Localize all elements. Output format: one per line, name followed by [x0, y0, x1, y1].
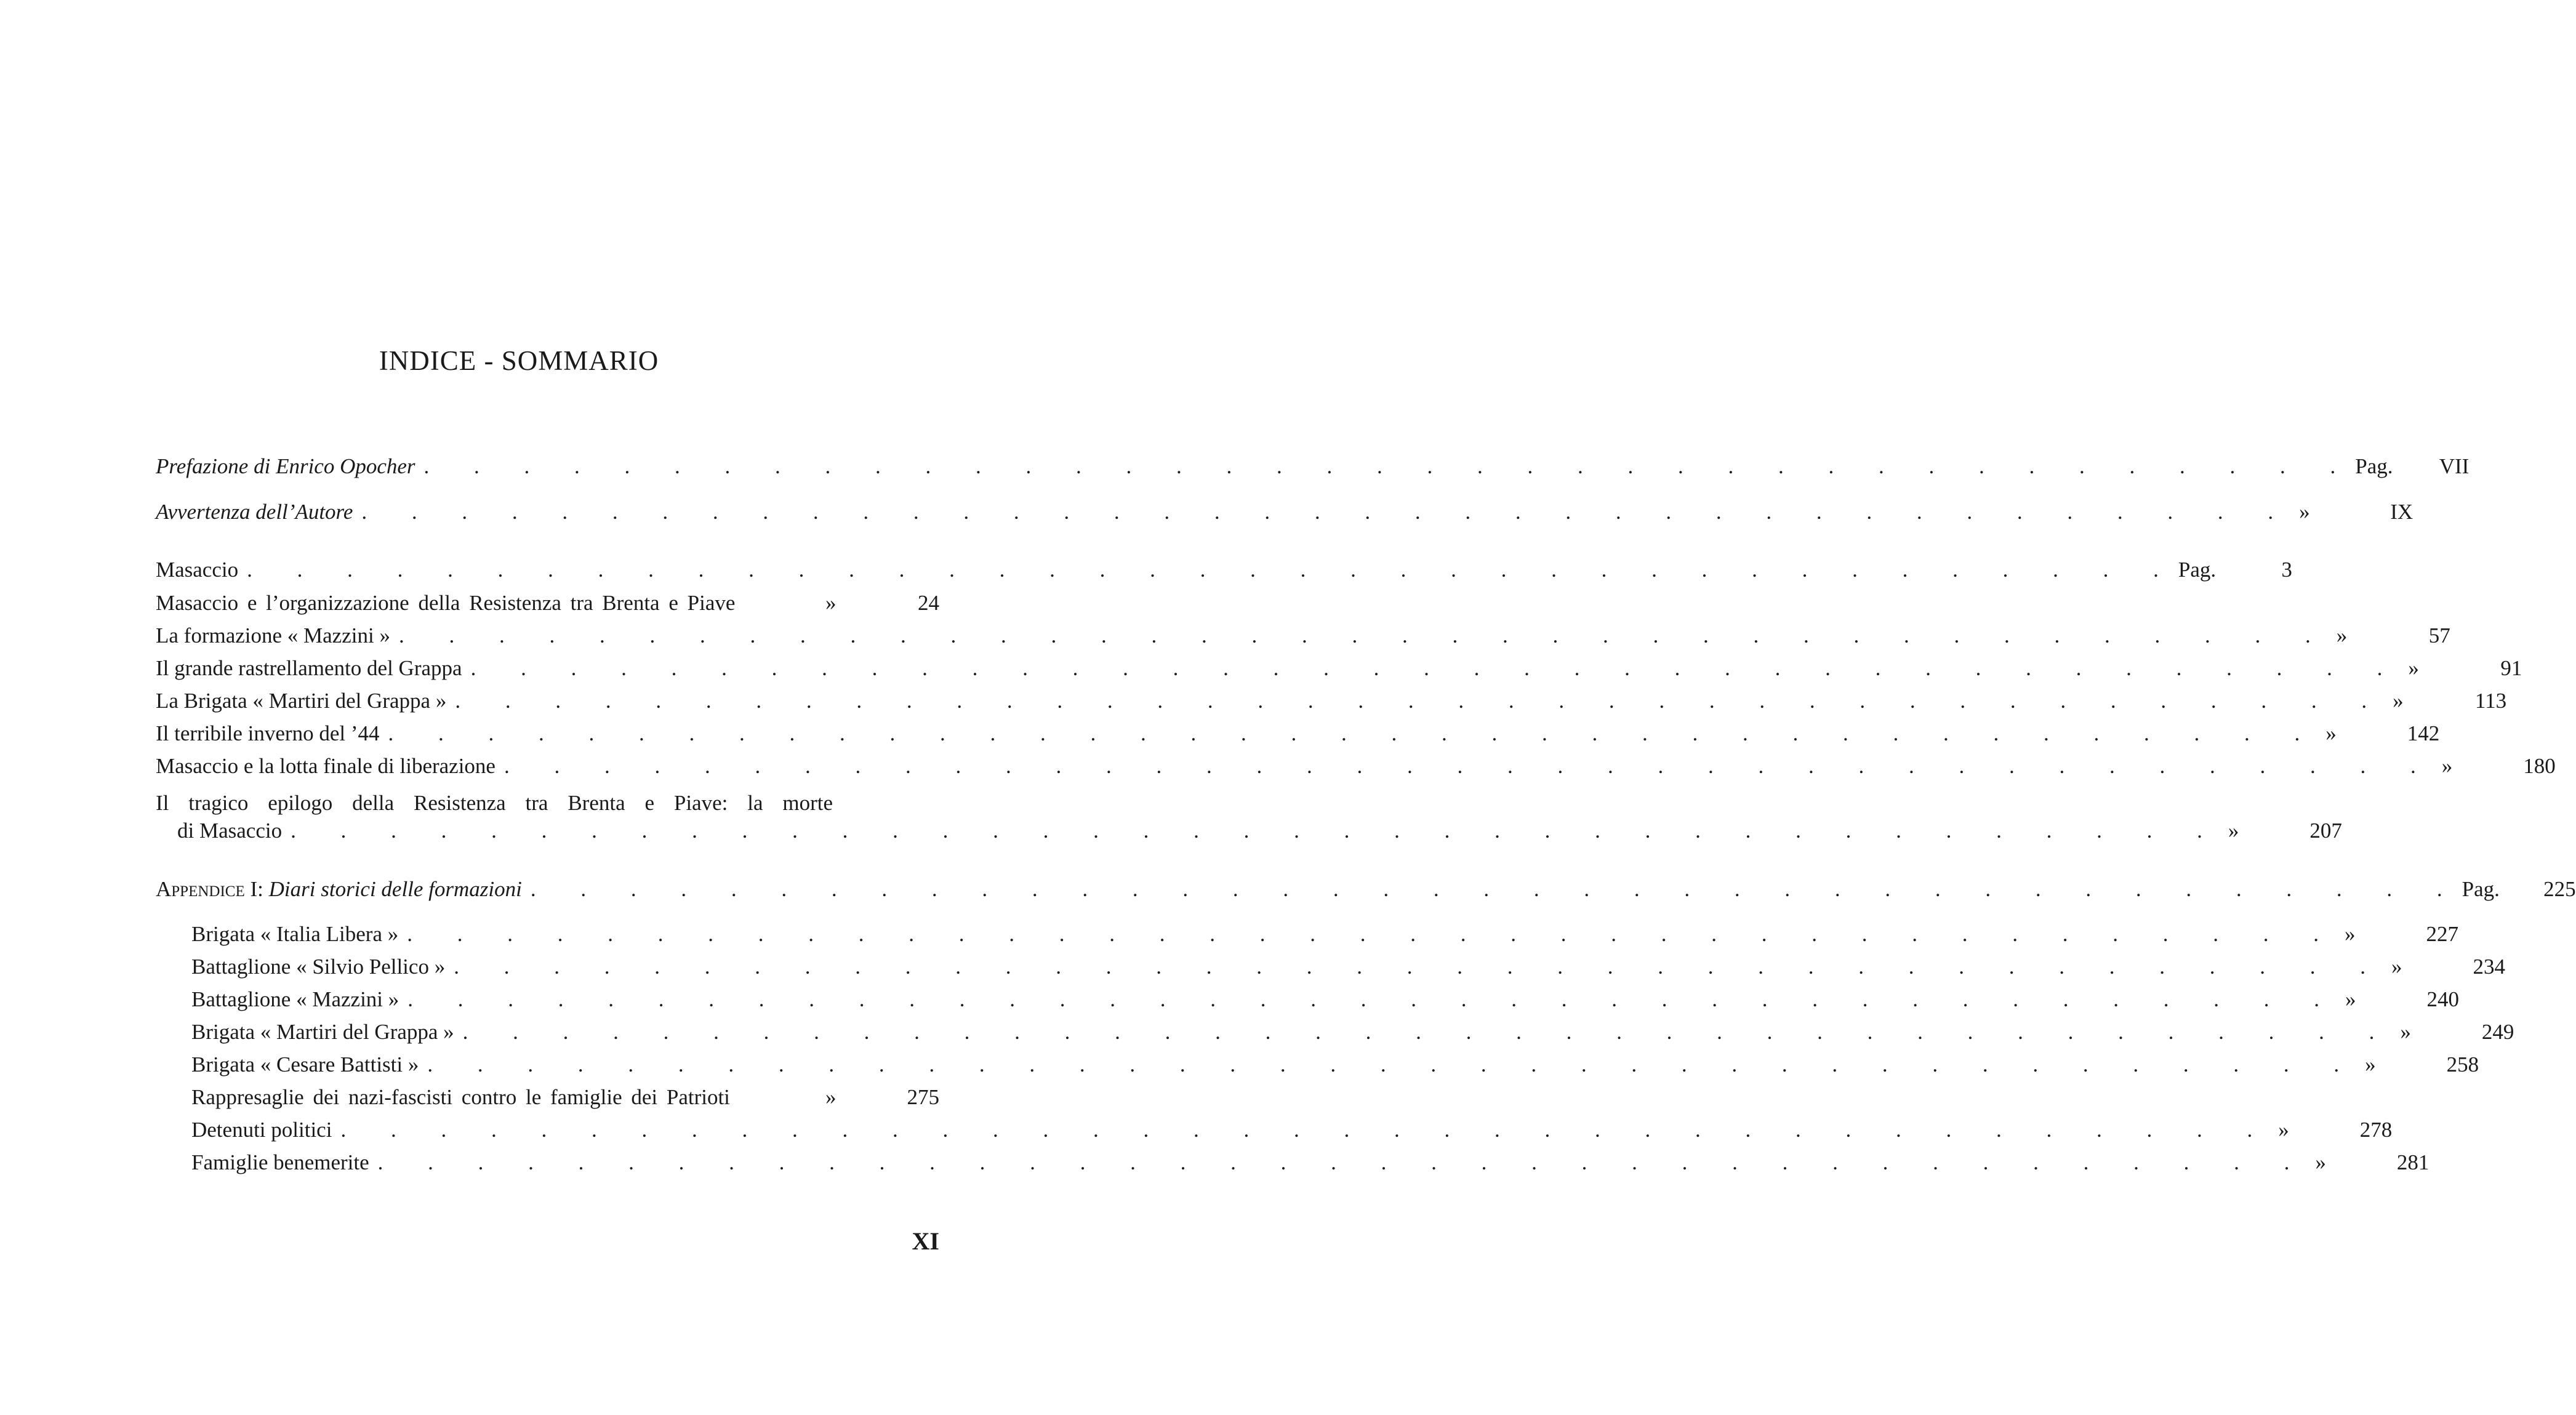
page-prefix: » — [2345, 987, 2356, 1011]
page-number: 240 — [2426, 987, 2460, 1011]
page-prefix: » — [2365, 1052, 2376, 1076]
entry-title: Brigata « Martiri del Grappa » — [191, 1020, 454, 1044]
dot-leader: . . . . . . . . . . . . . . . . . . . . . . . . . . . . . . . . . . . . . . . — [462, 1020, 2394, 1044]
toc-entry-chapter — [177, 819, 2342, 852]
entry-title: La formazione « Mazzini » — [156, 623, 390, 647]
page-number: 275 — [907, 1085, 939, 1109]
entry-title: Il grande rastrellamento del Grappa — [156, 656, 462, 680]
page-prefix: » — [2278, 1118, 2289, 1142]
dot-leader: . . . . . . . . . . . . . . . . . . . . . . . . . . . . . . . . . . . . . . . — [470, 656, 2402, 680]
page-number: 234 — [2473, 955, 2505, 979]
page-number: 249 — [2481, 1020, 2514, 1044]
entry-title: Avvertenza dell’Autore — [156, 500, 353, 524]
entry-title: La Brigata « Martiri del Grappa » — [156, 689, 447, 713]
toc-entry-chapter — [156, 754, 2556, 787]
toc-entry-appendix — [156, 877, 2576, 910]
page-number: 225 — [2543, 877, 2576, 901]
dot-leader: . . . . . . . . . . . . . . . . . . . . . . . . . . . . . . . . . . . . . . . — [340, 1118, 2273, 1142]
toc-entry-prefazione — [156, 454, 2470, 487]
dot-leader: . . . . . . . . . . . . . . . . . . . . . . . . . . . . . . . . . . . . . . . — [291, 819, 2222, 843]
toc-entry-appendix-item — [191, 987, 2460, 1020]
toc-entry-chapter — [156, 656, 2522, 689]
page-number: 57 — [2428, 623, 2450, 647]
page-prefix: » — [2315, 1150, 2326, 1174]
dot-leader: . . . . . . . . . . . . . . . . . . . . . . . . . . . . . . . . . . . . . . . — [530, 877, 2462, 901]
entry-title: Rappresaglie dei nazi-fascisti contro le famiglie dei Patrioti — [191, 1085, 730, 1109]
page-prefix: Pag. — [2462, 877, 2500, 901]
dot-leader: . . . . . . . . . . . . . . . . . . . . . . . . . . . . . . . . . . . . . . . — [427, 1052, 2359, 1076]
toc-entry-appendix-item — [191, 1052, 2479, 1086]
appendix-label: Appendice I: — [156, 877, 263, 901]
entry-title-line2: di Masaccio — [177, 819, 283, 843]
dot-leader: . . . . . . . . . . . . . . . . . . . . . . . . . . . . . . . . . . . . . . . — [377, 1150, 2309, 1174]
entry-title: Battaglione « Silvio Pellico » — [191, 955, 446, 979]
entry-title: Masaccio e la lotta finale di liberazione — [156, 754, 496, 778]
page-prefix: » — [2345, 922, 2356, 946]
entry-title: Masaccio — [156, 558, 239, 582]
page-number: 281 — [2396, 1150, 2430, 1174]
page-prefix: » — [825, 591, 837, 615]
page-number: 91 — [2500, 656, 2522, 680]
entry-title: Battaglione « Mazzini » — [191, 987, 399, 1011]
dot-leader: . . . . . . . . . . . . . . . . . . . . . . . . . . . . . . . . . . . . . . . — [454, 955, 2385, 979]
folio-page-number: XI — [912, 1227, 939, 1255]
page-prefix: » — [2393, 689, 2404, 713]
page-prefix: » — [2408, 656, 2419, 680]
page-number: 207 — [2309, 819, 2342, 843]
appendix-title: Diari storici delle formazioni — [268, 877, 522, 901]
page-number: VII — [2439, 454, 2470, 478]
page-number: 24 — [918, 591, 939, 615]
dot-leader: . . . . . . . . . . . . . . . . . . . . . . . . . . . . . . . . . . . . . . . — [361, 500, 2293, 524]
page-prefix: » — [2228, 819, 2239, 843]
toc-entry-appendix-item — [191, 1085, 939, 1118]
entry-title: Detenuti politici — [191, 1118, 332, 1142]
toc-entry-appendix-item — [191, 1118, 2393, 1151]
page-number: 227 — [2426, 922, 2458, 946]
page-number: 142 — [2407, 721, 2440, 745]
toc-entry-chapter — [156, 689, 2507, 722]
toc-entry-appendix-item — [191, 922, 2458, 955]
page-prefix: » — [2400, 1020, 2411, 1044]
dot-leader: . . . . . . . . . . . . . . . . . . . . . . . . . . . . . . . . . . . . . . . — [247, 558, 2178, 582]
page-prefix: » — [2325, 721, 2337, 745]
dot-leader: . . . . . . . . . . . . . . . . . . . . . . . . . . . . . . . . . . . . . . . — [407, 922, 2338, 946]
toc-entry-chapter — [156, 721, 2440, 755]
dot-leader: . . . . . . . . . . . . . . . . . . . . . . . . . . . . . . . . . . . . . . . — [388, 721, 2320, 745]
entry-title: Masaccio e l’organizzazione della Resistenza tra Brenta e Piave — [156, 591, 736, 615]
toc-entry-appendix-item — [191, 1150, 2430, 1184]
page-prefix: Pag. — [2355, 454, 2393, 478]
toc-entry-appendix-item — [191, 1020, 2514, 1053]
page-prefix: » — [2299, 500, 2310, 524]
entry-title-line1: Il tragico epilogo della Resistenza tra Brenta e Piave: la morte — [156, 791, 833, 815]
toc-entry-avvertenza — [156, 500, 2413, 533]
entry-title — [156, 877, 522, 902]
entry-title: Prefazione di Enrico Opocher — [156, 454, 415, 478]
dot-leader: . . . . . . . . . . . . . . . . . . . . . . . . . . . . . . . . . . . . . . . — [455, 689, 2387, 713]
toc-entry-chapter — [156, 623, 2450, 657]
page-number: 3 — [2281, 558, 2292, 582]
page-prefix: » — [2441, 754, 2453, 778]
dot-leader: . . . . . . . . . . . . . . . . . . . . . . . . . . . . . . . . . . . . . . . — [398, 623, 2330, 647]
dot-leader: . . . . . . . . . . . . . . . . . . . . . . . . . . . . . . . . . . . . . . . — [423, 454, 2356, 478]
toc-entry-chapter — [156, 558, 2292, 591]
page-prefix: » — [825, 1085, 837, 1109]
page-number: 180 — [2523, 754, 2556, 778]
toc-entry-chapter — [156, 591, 939, 624]
entry-title: Famiglie benemerite — [191, 1150, 369, 1174]
page-number: 258 — [2446, 1052, 2479, 1076]
entry-title: Brigata « Cesare Battisti » — [191, 1052, 419, 1076]
page-number: IX — [2390, 500, 2413, 524]
entry-title: Il terribile inverno del ’44 — [156, 721, 380, 745]
dot-leader: . . . . . . . . . . . . . . . . . . . . . . . . . . . . . . . . . . . . . . . — [407, 987, 2340, 1011]
entry-title: Brigata « Italia Libera » — [191, 922, 399, 946]
page-title: INDICE - SOMMARIO — [379, 345, 659, 376]
page-prefix: Pag. — [2178, 558, 2217, 582]
page-prefix: » — [2336, 623, 2348, 647]
page-prefix: » — [2391, 955, 2402, 979]
page-number: 278 — [2359, 1118, 2393, 1142]
dot-leader: . . . . . . . . . . . . . . . . . . . . . . . . . . . . . . . . . . . . . . . — [504, 754, 2436, 778]
page-number: 113 — [2474, 689, 2507, 713]
toc-entry-appendix-item — [191, 955, 2505, 988]
